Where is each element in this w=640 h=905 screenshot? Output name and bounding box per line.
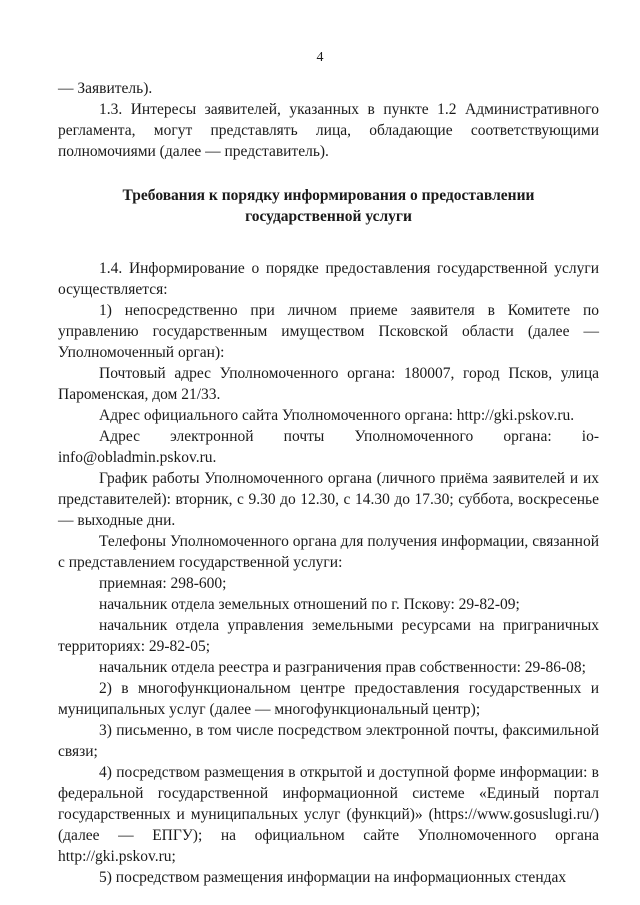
paragraph-item-3: 3) письменно, в том числе посредством электронной почты, факсимильной связи; xyxy=(58,722,599,760)
section-heading: Требования к порядку информирования о предоставлении государственной услуги xyxy=(122,187,535,225)
paragraph-item-4: 4) посредством размещения в открытой и доступной форме информации: в федеральной государственной информационной системе «Единый портал государственных и муниципальных услуг (функций)» (https://www.gosuslugi.ru/) (далее — ЕПГУ); на официальном сайте Уполномоченного органа http://gki.pskov.ru; xyxy=(58,764,599,865)
paragraph-email: Адрес электронной почты Уполномоченного органа: io-info@obladmin.pskov.ru. xyxy=(58,428,599,466)
paragraph-schedule: График работы Уполномоченного органа (личного приёма заявителей и их представителей): вторник, с 9.30 до 12.30, с 14.30 до 17.30; суббота, воскресенье — выходные дни. xyxy=(58,470,599,529)
document-body xyxy=(58,78,599,888)
paragraph-phones-intro: Телефоны Уполномоченного органа для получения информации, связанной с представлением государственной услуги: xyxy=(58,533,599,571)
paragraph-phone-registry: начальник отдела реестра и разграничения прав собственности: 29-86-08; xyxy=(99,659,586,676)
paragraph-applicant-end: — Заявитель). xyxy=(58,80,153,97)
paragraph-phone-border-lands: начальник отдела управления земельными ресурсами на приграничных территориях: 29-82-05; xyxy=(58,617,599,655)
paragraph-1-4: 1.4. Информирование о порядке предоставления государственной услуги осуществляется: xyxy=(58,260,599,298)
page-number: 4 xyxy=(316,50,324,65)
paragraph-website: Адрес официального сайта Уполномоченного органа: http://gki.pskov.ru. xyxy=(99,407,575,424)
paragraph-postal-address: Почтовый адрес Уполномоченного органа: 180007, город Псков, улица Пароменская, дом 21/33. xyxy=(58,365,599,403)
paragraph-phone-land-relations: начальник отдела земельных отношений по г. Пскову: 29-82-09; xyxy=(99,596,520,613)
paragraph-item-1: 1) непосредственно при личном приеме заявителя в Комитете по управлению государственным имуществом Псковской области (далее — Уполномоченный орган): xyxy=(58,302,599,361)
paragraph-1-3: 1.3. Интересы заявителей, указанных в пункте 1.2 Административного регламента, могут представлять лица, обладающие соответствующими полномочиями (далее — представитель). xyxy=(58,101,599,160)
paragraph-phone-reception: приемная: 298-600; xyxy=(99,575,227,592)
paragraph-item-2: 2) в многофункциональном центре предоставления государственных и муниципальных услуг (далее — многофункциональный центр); xyxy=(58,680,599,718)
paragraph-item-5: 5) посредством размещения информации на информационных стендах xyxy=(99,869,567,886)
